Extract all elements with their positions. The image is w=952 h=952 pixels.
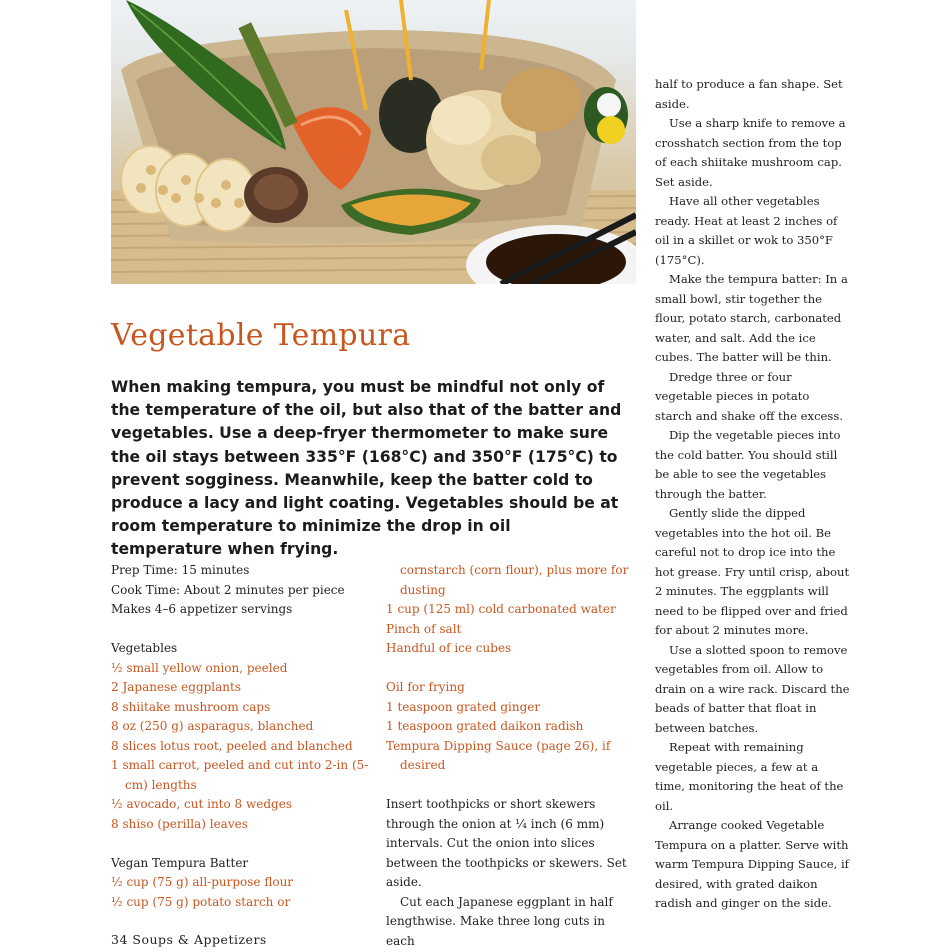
batter-heading: Vegan Tempura Batter — [111, 855, 249, 870]
tempura-photo — [111, 0, 636, 284]
ingredient-item: 8 shiitake mushroom caps — [111, 699, 271, 714]
step-paragraph: Make the tempura batter: In a small bowl, stir together the flour, potato starch, carbonated water, and salt. Add the ice cubes. The batter will be thin. — [655, 272, 848, 364]
ingredient-item: Handful of ice cubes — [386, 641, 512, 655]
recipe-title: Vegetable Tempura — [111, 318, 411, 353]
ingredients-column-2 — [386, 561, 636, 951]
ingredient-item: ½ cup (75 g) potato starch or — [111, 894, 291, 909]
step-paragraph: Dip the vegetable pieces into the cold batter. You should still be able to see the vegetables through the batter. — [655, 428, 841, 501]
vegetables-heading: Vegetables — [111, 641, 178, 655]
section-name: Soups & Appetizers — [132, 932, 267, 947]
ingredient-item: 1 teaspoon grated ginger — [386, 699, 541, 714]
ingredient-item: 2 Japanese eggplants — [111, 680, 242, 694]
ingredient-item: Tempura Dipping Sauce (page 26), if desired — [386, 738, 611, 772]
step-paragraph: Cut each Japanese eggplant in half lengthwise. Make three long cuts in each — [386, 894, 613, 948]
ingredient-item: 1 small carrot, peeled and cut into 2-in (5-cm) lengths — [111, 758, 369, 792]
step-paragraph: half to produce a fan shape. Set aside. — [655, 77, 843, 111]
ingredient-item: ½ cup (75 g) all-purpose flour — [111, 875, 294, 889]
directions-column — [655, 75, 850, 914]
ingredient-item: cornstarch (corn flour), plus more for dusting — [400, 563, 629, 597]
ingredient-item: Pinch of salt — [386, 621, 462, 636]
ingredient-item: 8 shiso (perilla) leaves — [111, 816, 248, 831]
recipe-intro: When making tempura, you must be mindful not only of the temperature of the oil, but also that of the batter and vegetables. Use a deep-fryer thermometer to make sure the oil stays between 335°F (168°C) and 350°F (175°C) to prevent sogginess. Meanwhile, keep the batter cold to produce a lacy and light coating. Vegetables should be at room temperature to minimize the drop in oil temperature when frying. — [111, 378, 622, 559]
step-paragraph: Gently slide the dipped vegetables into the hot oil. Be careful not to drop ice into the hot grease. Fry until crisp, about 2 minutes. The eggplants will need to be flipped over and fried for about 2 minutes more. — [655, 506, 850, 637]
ingredient-item: 8 slices lotus root, peeled and blanched — [111, 738, 353, 753]
ingredients-column-1 — [111, 561, 381, 912]
ingredient-item: Oil for frying — [386, 680, 465, 694]
ingredient-item: ½ small yellow onion, peeled — [111, 660, 288, 675]
step-paragraph: Repeat with remaining vegetable pieces, a few at a time, monitoring the heat of the oil. — [655, 740, 844, 813]
ingredient-item: 8 oz (250 g) asparagus, blanched — [111, 719, 314, 733]
servings: Makes 4–6 appetizer servings — [111, 602, 293, 616]
step-paragraph: Insert toothpicks or short skewers through the onion at ¼ inch (6 mm) intervals. Cut the onion into slices between the toothpicks or skewers. Set aside. — [386, 797, 627, 889]
prep-time: Prep Time: 15 minutes — [111, 563, 250, 577]
cook-time: Cook Time: About 2 minutes per piece — [111, 582, 345, 597]
step-paragraph: Dredge three or four vegetable pieces in potato starch and shake off the excess. — [655, 369, 844, 423]
page-footer — [111, 932, 267, 947]
ingredient-item: 1 cup (125 ml) cold carbonated water — [386, 602, 616, 616]
step-paragraph: Use a sharp knife to remove a crosshatch section from the top of each shiitake mushroom cap. Set aside. — [655, 116, 846, 189]
page-number: 34 — [111, 932, 128, 947]
ingredient-item: ½ avocado, cut into 8 wedges — [111, 797, 292, 811]
step-paragraph: Have all other vegetables ready. Heat at least 2 inches of oil in a skillet or wok to 350°F (175°C). — [655, 194, 838, 267]
ingredient-item: 1 teaspoon grated daikon radish — [386, 719, 584, 733]
step-paragraph: Arrange cooked Vegetable Tempura on a platter. Serve with warm Tempura Dipping Sauce, if desired, with grated daikon radish and ginger on the side. — [655, 818, 849, 910]
step-paragraph: Use a slotted spoon to remove vegetables from oil. Allow to drain on a wire rack. Discard the beads of batter that float in between batches. — [655, 642, 850, 735]
